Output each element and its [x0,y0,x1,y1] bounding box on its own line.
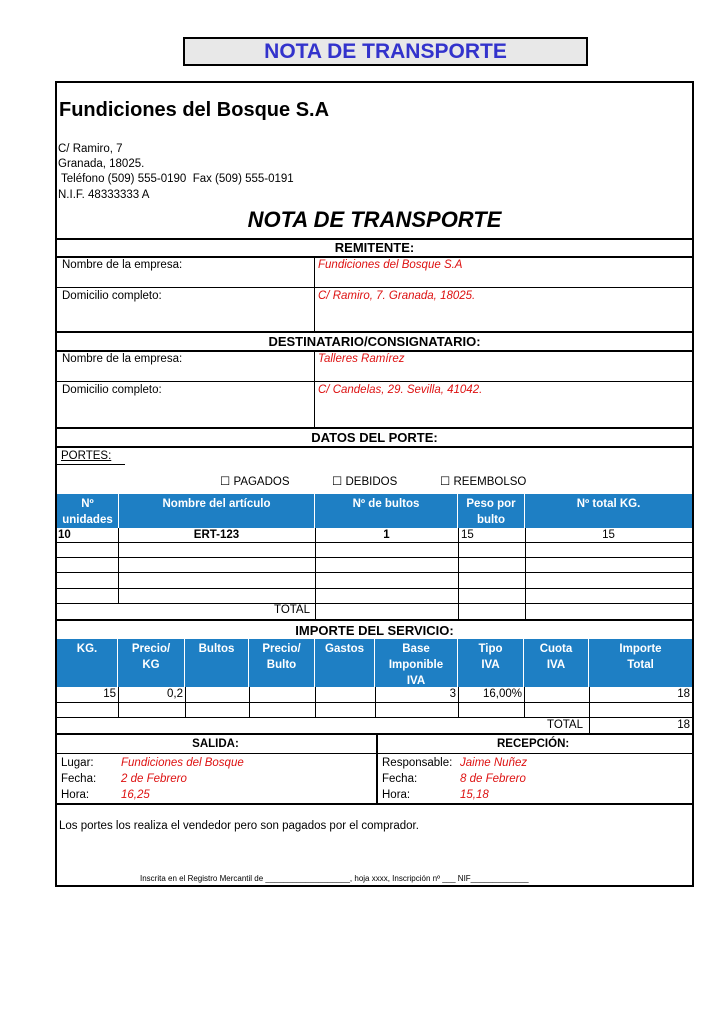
remitente-name-label: Nombre de la empresa: [62,259,183,271]
salida-fecha: 2 de Febrero [121,773,187,785]
salida-lugar-label: Lugar: [61,757,94,769]
salida-fecha-label: Fecha: [61,773,97,785]
portes-label: PORTES: [61,450,112,462]
row-bultos: 1 [383,529,390,541]
col-kg: KG. [57,639,118,687]
salida-hora: 16,25 [121,789,150,801]
row-article: ERT-123 [193,529,240,541]
col-base: Base Imponible IVA [375,639,458,687]
company-address-line: Granada, 18025. [58,158,145,170]
col-precio-bulto: Precio/ Bulto [249,639,315,687]
checkbox-debidos[interactable]: ☐ DEBIDOS [332,476,398,488]
remitente-name-value: Fundiciones del Bosque S.A [318,259,463,271]
company-phone: Teléfono (509) 555-0190 Fax (509) 555-0191 [58,173,294,185]
col-articulo: Nombre del artículo [119,494,315,528]
checkbox-reembolso[interactable]: ☐ REEMBOLSO [440,476,527,488]
porte-total-label: TOTAL [274,604,310,616]
destinatario-address-value: C/ Candelas, 29. Sevilla, 41042. [318,384,483,396]
col-importe: Importe Total [619,643,662,671]
recepcion-resp-label: Responsable: [382,757,453,769]
recepcion-hora: 15,18 [460,789,489,801]
recepcion-fecha: 8 de Febrero [460,773,526,785]
col-bultos: Nº de bultos [315,494,458,528]
remitente-heading: REMITENTE: [334,240,415,255]
salida-lugar: Fundiciones del Bosque [121,757,244,769]
salida-hora-label: Hora: [61,789,90,801]
col-cuota: Cuota IVA [524,639,589,687]
row-peso: 15 [461,529,474,541]
remitente-address-label: Domicilio completo: [62,290,162,302]
row-total-kg: 15 [602,529,615,541]
col-unidades: Nº unidades [57,494,119,528]
servicio-table-header [57,639,692,687]
doc-title: NOTA DE TRANSPORTE [247,207,502,232]
col-srv-bultos: Bultos [185,639,249,687]
remitente-address-value: C/ Ramiro, 7. Granada, 18025. [318,290,476,302]
recepcion-fecha-label: Fecha: [382,773,418,785]
header-title: NOTA DE TRANSPORTE [183,37,588,66]
servicio-heading: IMPORTE DEL SERVICIO: [295,623,454,638]
col-peso: Peso por bulto (KG) [458,494,525,528]
company-address-line: C/ Ramiro, 7 [58,143,123,155]
srv-total-label: TOTAL [547,719,583,731]
checkbox-pagados[interactable]: ☐ PAGADOS [220,476,290,488]
col-tipo: Tipo IVA [458,639,524,687]
col-total-kg: Nº total KG. [576,498,641,510]
footer-registry: Inscrita en el Registro Mercantil de ___________________, hoja xxxx, Inscripción nº ___ NIF_____________ [140,874,529,883]
destinatario-address-label: Domicilio completo: [62,384,162,396]
destinatario-name-label: Nombre de la empresa: [62,353,183,365]
destinatario-name-value: Talleres Ramírez [318,353,405,365]
srv-precio-kg: 0,2 [167,688,183,700]
company-nif: N.I.F. 48333333 A [58,189,150,201]
srv-tipo: 16,00% [482,688,522,700]
recepcion-heading: RECEPCIÓN: [497,738,570,750]
srv-importe: 18 [677,688,690,700]
destinatario-heading: DESTINATARIO/CONSIGNATARIO: [268,334,481,349]
company-name: Fundiciones del Bosque S.A [59,99,330,121]
row-units: 10 [58,529,71,541]
recepcion-hora-label: Hora: [382,789,411,801]
salida-heading: SALIDA: [192,738,239,750]
col-gastos: Gastos [315,639,375,687]
col-precio-kg: Precio/ KG [118,639,185,687]
srv-base: 3 [449,688,456,700]
srv-kg: 15 [103,688,116,700]
srv-total-value: 18 [677,719,690,731]
recepcion-responsable: Jaime Nuñez [460,757,528,769]
note-text: Los portes los realiza el vendedor pero son pagados por el comprador. [59,820,419,832]
porte-heading: DATOS DEL PORTE: [311,430,438,445]
